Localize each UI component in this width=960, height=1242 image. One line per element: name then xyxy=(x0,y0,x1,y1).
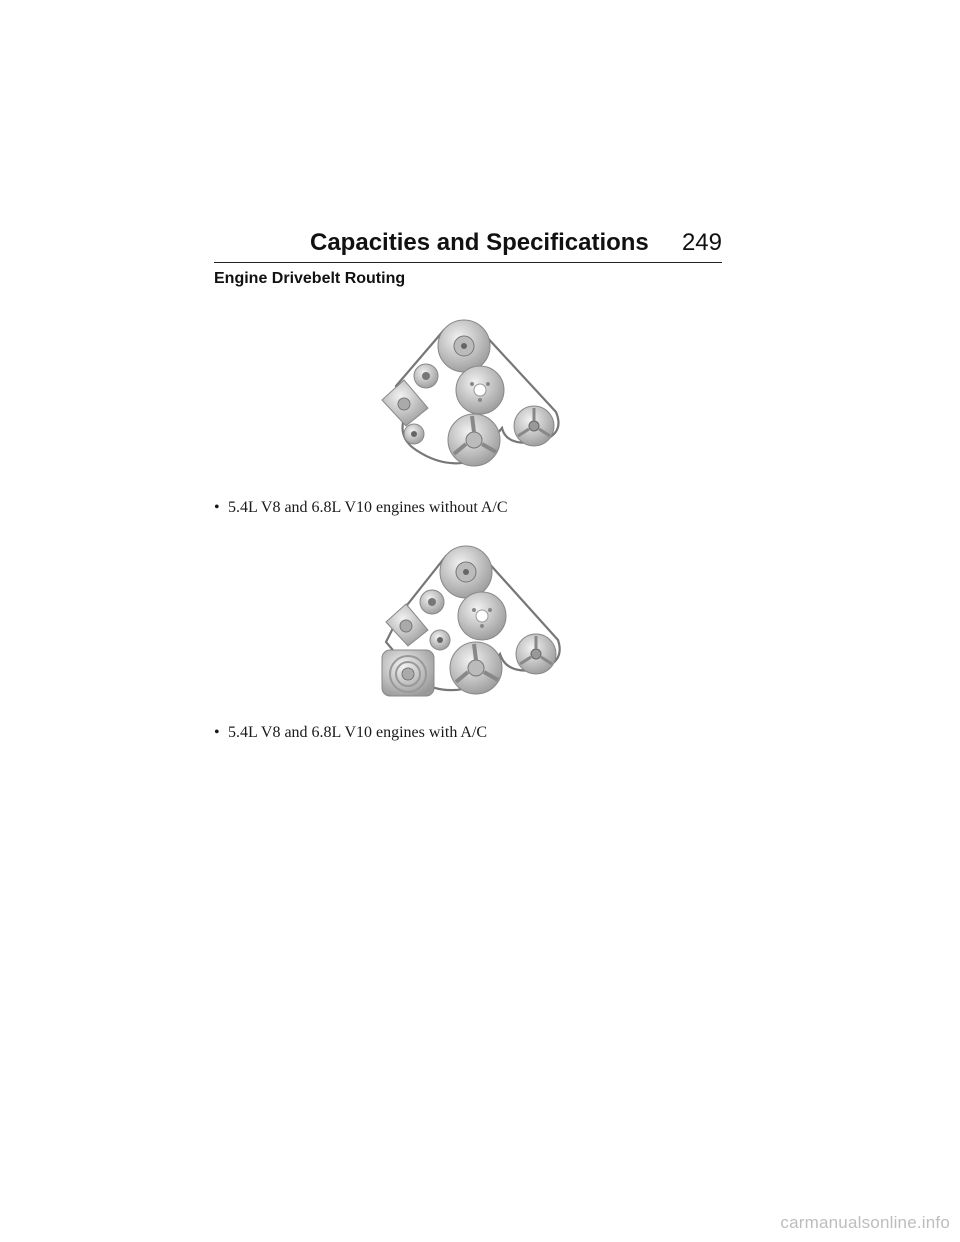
figure-caption-without-ac xyxy=(214,497,508,519)
bullet-symbol: • xyxy=(214,499,220,516)
drivebelt-diagram-with-ac xyxy=(376,536,566,698)
caption-text: 5.4L V8 and 6.8L V10 engines without A/C xyxy=(228,499,508,516)
drivebelt-diagram-without-ac xyxy=(376,308,566,470)
bullet-symbol: • xyxy=(214,724,220,741)
watermark-link[interactable]: carmanualsonline.info xyxy=(780,1213,950,1232)
figure-caption-with-ac xyxy=(214,722,487,744)
section-heading: Engine Drivebelt Routing xyxy=(214,270,406,287)
caption-text: 5.4L V8 and 6.8L V10 engines with A/C xyxy=(228,724,488,741)
page-header xyxy=(214,226,722,263)
page-number: 249 xyxy=(681,229,722,256)
page-title: Capacities and Specifications xyxy=(310,229,649,256)
